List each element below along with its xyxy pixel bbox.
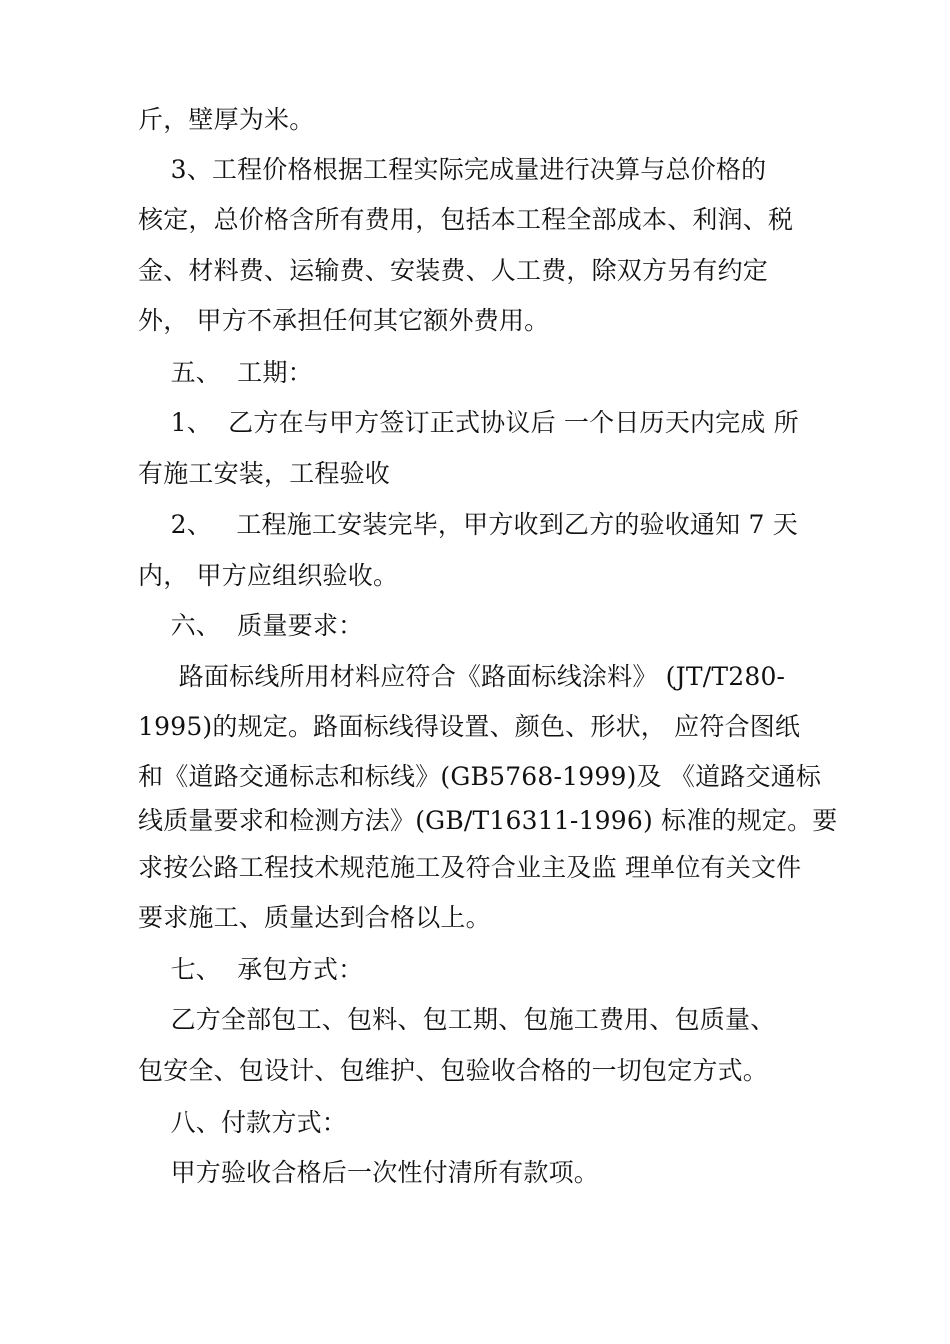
text-line: 和《道路交通标志和标线》(GB5768-1999)及 《道路交通标: [138, 762, 822, 791]
text-line: 求按公路工程技术规范施工及符合业主及监 理单位有关文件: [138, 853, 802, 882]
text-line: 外， 甲方不承担任何其它额外费用。: [138, 306, 550, 335]
text-line: 核定，总价格含所有费用，包括本工程全部成本、利润、税: [138, 205, 794, 234]
text-line: 有施工安装，工程验收: [138, 459, 391, 488]
text-line: 甲方验收合格后一次性付清所有款项。: [138, 1158, 599, 1187]
section-heading: 八、付款方式：: [138, 1108, 347, 1137]
text-line: 线质量要求和检测方法》(GB/T16311-1996) 标准的规定。要: [138, 806, 838, 835]
text-line: 2、 工程施工安装完毕，甲方收到乙方的验收通知 7 天: [138, 510, 798, 539]
text-line: 1、 乙方在与甲方签订正式协议后 一个日历天内完成 所: [138, 408, 799, 437]
text-line: 金、材料费、运输费、安装费、人工费，除双方另有约定: [138, 256, 769, 285]
text-line: 乙方全部包工、包料、包工期、包施工费用、包质量、: [138, 1005, 776, 1034]
text-line: 内， 甲方应组织验收。: [138, 561, 399, 590]
section-heading: 五、 工期：: [138, 358, 313, 387]
text-line: 要求施工、质量达到合格以上。: [138, 903, 491, 932]
text-line: 包安全、包设计、包维护、包验收合格的一切包定方式。: [138, 1056, 769, 1085]
text-line: 1995)的规定。路面标线得设置、颜色、形状， 应符合图纸: [138, 712, 801, 741]
text-line: 3、工程价格根据工程实际完成量进行决算与总价格的: [138, 155, 767, 184]
section-heading: 六、 质量要求：: [138, 611, 364, 640]
section-heading: 七、 承包方式：: [138, 955, 364, 984]
text-line: 路面标线所用材料应符合《路面标线涂料》 (JT/T280-: [138, 662, 786, 691]
text-line: 斤，壁厚为米。: [138, 105, 315, 134]
